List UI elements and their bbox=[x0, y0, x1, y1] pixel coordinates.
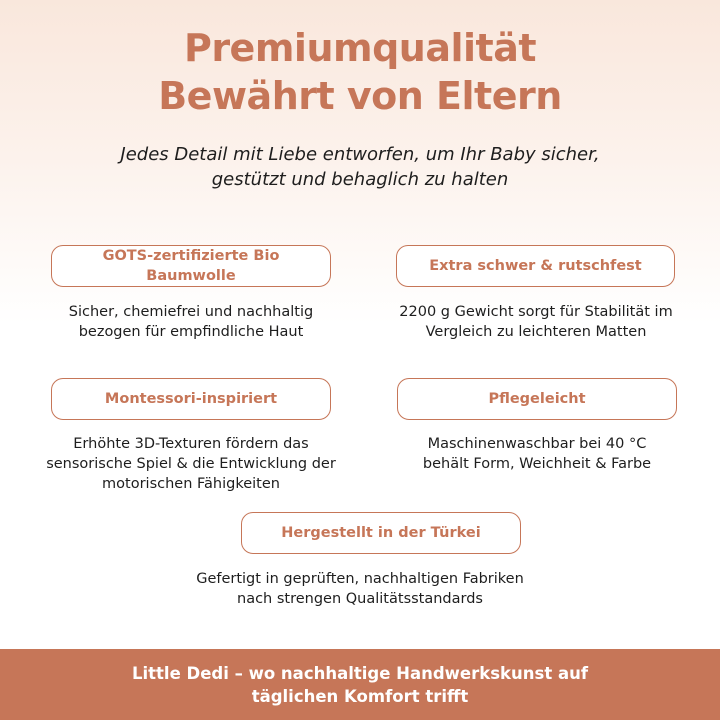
feature-desc-line: Erhöhte 3D-Texturen fördern das bbox=[73, 436, 309, 452]
page-title bbox=[0, 24, 720, 120]
feature-badge-montessori bbox=[51, 378, 331, 420]
feature-desc-line: Sicher, chemiefrei und nachhaltig bbox=[68, 304, 314, 320]
title-line-2: Bewährt von Eltern bbox=[158, 74, 562, 118]
feature-desc-heavy bbox=[362, 302, 710, 342]
subtitle-line-2: gestützt und behaglich zu halten bbox=[211, 169, 509, 190]
feature-badge-gots bbox=[51, 245, 331, 287]
feature-badge-label: Montessori-inspiriert bbox=[104, 391, 278, 407]
feature-desc-line: sensorische Spiel & die Entwicklung der bbox=[46, 456, 336, 472]
feature-badge-label: Extra schwer & rutschfest bbox=[429, 258, 642, 274]
feature-desc-line: motorischen Fähigkeiten bbox=[102, 476, 280, 492]
feature-desc-line: behält Form, Weichheit & Farbe bbox=[422, 456, 652, 472]
feature-desc-montessori bbox=[14, 434, 368, 494]
feature-badge-label: Baumwolle bbox=[146, 268, 236, 284]
footer-line-1: Little Dedi – wo nachhaltige Handwerkskunst auf bbox=[131, 663, 589, 683]
feature-desc-care bbox=[370, 434, 704, 474]
feature-badge-heavy bbox=[396, 245, 675, 287]
feature-desc-line: Gefertigt in geprüften, nachhaltigen Fabriken bbox=[196, 571, 524, 587]
footer-line-2: täglichen Komfort trifft bbox=[251, 686, 469, 706]
subtitle-line-1: Jedes Detail mit Liebe entworfen, um Ihr Baby sicher, bbox=[120, 144, 600, 165]
feature-desc-line: Vergleich zu leichteren Matten bbox=[425, 324, 647, 340]
feature-desc-line: 2200 g Gewicht sorgt für Stabilität im bbox=[399, 304, 673, 320]
feature-desc-gots bbox=[20, 302, 362, 342]
feature-badge-made-in-turkey bbox=[241, 512, 521, 554]
footer-banner bbox=[0, 649, 720, 720]
feature-badge-label: Hergestellt in der Türkei bbox=[281, 525, 481, 541]
feature-badge-care bbox=[397, 378, 677, 420]
feature-badge-label: Pflegeleicht bbox=[488, 391, 586, 407]
title-line-1: Premiumqualität bbox=[183, 26, 537, 70]
feature-desc-made-in-turkey bbox=[160, 569, 560, 609]
feature-desc-line: bezogen für empfindliche Haut bbox=[78, 324, 304, 340]
feature-desc-line: Maschinenwaschbar bei 40 °C bbox=[427, 436, 647, 452]
feature-desc-line: nach strengen Qualitätsstandards bbox=[237, 591, 483, 607]
feature-badge-label: GOTS-zertifizierte Bio bbox=[102, 248, 280, 264]
page-subtitle bbox=[60, 142, 660, 192]
